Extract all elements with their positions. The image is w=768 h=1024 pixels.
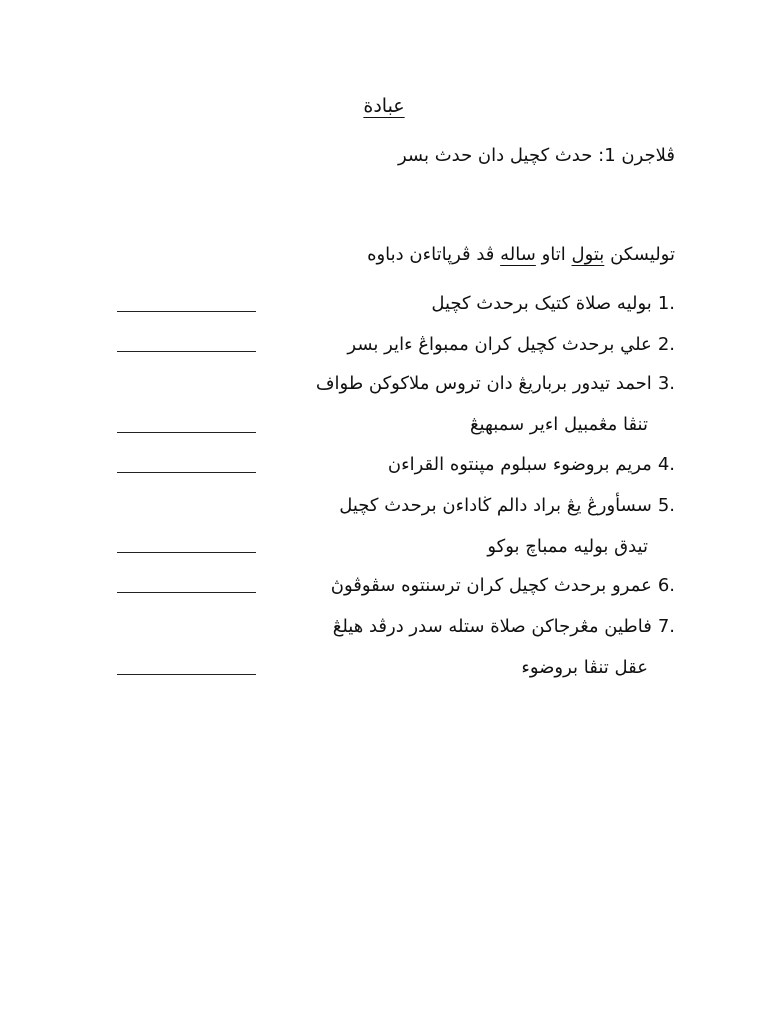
- page-title: [0, 92, 768, 120]
- question-7-continuation: [521, 655, 648, 681]
- instruction-before: توليسکن: [610, 244, 675, 265]
- question-number: 3.: [657, 373, 675, 394]
- answer-blank-1[interactable]: [117, 311, 256, 312]
- question-text: عمرو برحدث کچيل کران ترسنتوه سڤوڤوڽ: [330, 575, 652, 596]
- question-text: فاطين مڠرجاکن صلاة ستله سدر درڤد هيلڠ: [332, 616, 652, 637]
- question-5-continuation: [487, 534, 648, 560]
- answer-blank-7[interactable]: [117, 674, 256, 675]
- question-number: 2.: [657, 334, 675, 355]
- question-3: [316, 371, 675, 397]
- question-text: تنڤا مڠمبيل اءير سمبهيڠ: [469, 414, 648, 435]
- title-text: عبادة: [363, 95, 405, 117]
- lesson-label: ڤلاجرن 1:: [598, 145, 675, 166]
- question-6: [331, 573, 675, 599]
- instruction-middle: اتاو: [541, 244, 566, 265]
- question-number: 4.: [657, 454, 675, 475]
- answer-blank-4[interactable]: [117, 472, 256, 473]
- question-5: [339, 493, 675, 519]
- question-number: 1.: [657, 293, 675, 314]
- lesson-heading: [398, 143, 675, 169]
- instruction-after: ڤد ڤرپاتاءن دباوه: [367, 244, 495, 265]
- question-4: [388, 452, 675, 478]
- lesson-text: حدث کچيل دان حدث بسر: [397, 145, 593, 166]
- question-number: 7.: [657, 616, 675, 637]
- question-text: سسأورڠ يڠ براد دالم ڬاداءن برحدث کچيل: [339, 495, 652, 516]
- question-1: [431, 291, 675, 317]
- answer-blank-5[interactable]: [117, 552, 256, 553]
- question-3-continuation: [470, 412, 648, 438]
- option-false: ساله: [500, 244, 536, 265]
- question-number: 6.: [657, 575, 675, 596]
- answer-blank-2[interactable]: [117, 351, 256, 352]
- question-text: عقل تنڤا بروضوء: [521, 657, 648, 678]
- question-2: [347, 332, 675, 358]
- answer-blank-3[interactable]: [117, 432, 256, 433]
- question-number: 5.: [657, 495, 675, 516]
- question-7: [333, 614, 675, 640]
- instruction-text: [367, 242, 675, 268]
- answer-blank-6[interactable]: [117, 592, 256, 593]
- question-text: علي برحدث کچيل کران ممبواڠ ءاير بسر: [347, 334, 652, 355]
- question-text: تيدق بوليه ممباچ بوکو: [487, 536, 648, 557]
- question-text: احمد تيدور برباريڠ دان تروس ملاکوکن طواف: [315, 373, 652, 394]
- question-text: بوليه صلاة کتيک برحدث کچيل: [431, 293, 652, 314]
- option-true: بتول: [571, 244, 605, 265]
- question-text: مريم بروضوء سبلوم مڽنتوه القراءن: [387, 454, 652, 475]
